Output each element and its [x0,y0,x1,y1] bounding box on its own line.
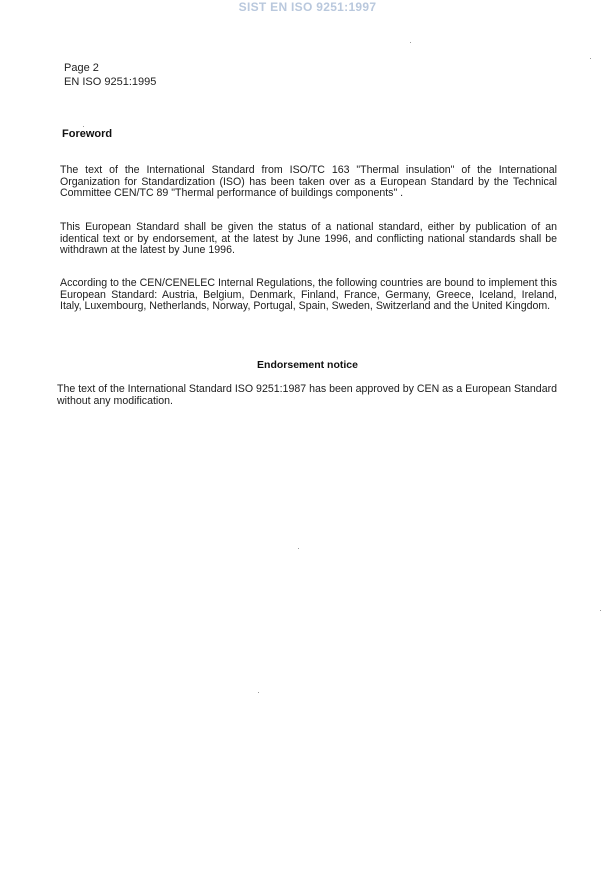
document-reference: EN ISO 9251:1995 [64,76,157,88]
page-header [64,61,156,89]
foreword-heading: Foreword [62,128,113,140]
scan-speck [298,548,299,549]
scan-speck [410,42,411,43]
watermark-title: SIST EN ISO 9251:1997 [238,0,377,14]
page-number-label: Page 2 [64,62,99,74]
scan-speck [258,692,259,693]
scan-speck [590,58,591,59]
foreword-paragraph-3: According to the CEN/CENELEC Internal Regulations, the following countries are bound to implement this European Standard: Austria, Belgium, Denmark, Finland, France, Germany, Greece, Iceland, Ireland, Italy, Luxembourg, Netherlands, Norway, Portugal, Spain, Sweden, Switzerland and the United Kingdom. [60,277,557,313]
foreword-paragraph-2: This European Standard shall be given the status of a national standard, either by publication of an identical text or by endorsement, at the latest by June 1996, and conflicting national standards shall be withdrawn at the latest by June 1996. [60,221,557,257]
endorsement-heading: Endorsement notice [257,359,358,371]
scan-speck [600,610,601,611]
foreword-paragraph-1: The text of the International Standard from ISO/TC 163 "Thermal insulation" of the International Organization for Standardization (ISO) has been taken over as a European Standard by the Technical Committee CEN/TC 89 "Thermal performance of buildings components" . [60,164,557,200]
scan-speck [83,126,84,127]
endorsement-paragraph: The text of the International Standard ISO 9251:1987 has been approved by CEN as a European Standard without any modification. [57,383,558,407]
